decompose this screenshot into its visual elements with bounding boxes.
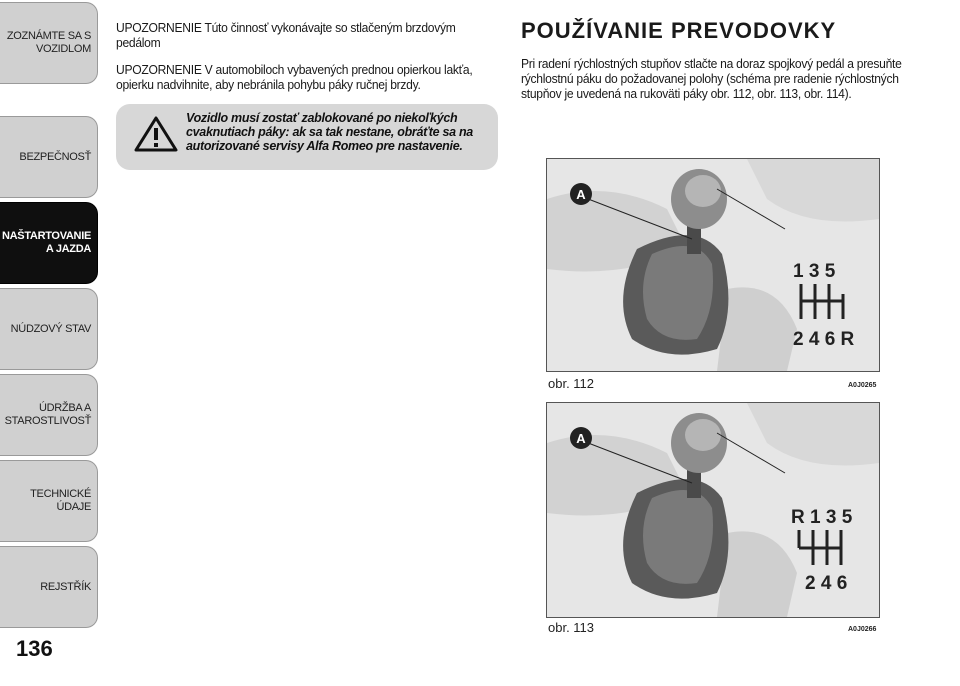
gear-top-row-label: R 1 3 5 bbox=[791, 507, 853, 528]
warning-box bbox=[116, 104, 498, 170]
tab-intro[interactable]: ZOZNÁMTE SA S VOZIDLOM bbox=[0, 2, 98, 84]
tab-index[interactable]: REJSTŘÍK bbox=[0, 546, 98, 628]
gear-top-row-label: 1 3 5 bbox=[793, 261, 836, 282]
tab-emergency[interactable]: NÚDZOVÝ STAV bbox=[0, 288, 98, 370]
tab-starting-driving[interactable]: NAŠTARTOVANIE A JAZDA bbox=[0, 202, 98, 284]
gear-lever-illustration bbox=[547, 159, 879, 371]
caution-paragraph-1: UPOZORNENIE Túto činnosť vykonávajte so stlačeným brzdovým pedálom bbox=[116, 20, 456, 50]
left-column bbox=[116, 20, 500, 170]
caution-paragraph-2: UPOZORNENIE V automobiloch vybavených prednou opierkou lakťa, opierku nadvihnite, aby nebránila pohybu páky ručnej brzdy. bbox=[116, 62, 473, 92]
warning-triangle-icon bbox=[134, 116, 178, 152]
figure-gear-lever-6speed bbox=[546, 158, 880, 372]
callout-a-label: A bbox=[576, 431, 586, 446]
gear-bottom-row-label: 2 4 6 bbox=[805, 573, 848, 594]
warning-text: Vozidlo musí zostať zablokované po niekoľkých cvaknutiach páky: ak sa tak nestane, obráťte sa na autorizované servisy Alfa Romeo pre nastavenie. bbox=[186, 111, 473, 153]
figure-code-113: A0J0266 bbox=[848, 626, 877, 633]
tab-maintenance[interactable]: ÚDRŽBA A STAROSTLIVOSŤ bbox=[0, 374, 98, 456]
section-body: Pri radení rýchlostných stupňov stlačte na doraz spojkový pedál a presuňte rýchlostnú páku do požadovanej polohy (schéma pre radenie rýchlostných stupňov je uvedená na rukoväti páky obr. 112, obr. 113, obr. 114). bbox=[521, 56, 902, 101]
callout-a-label: A bbox=[576, 187, 586, 202]
figure-gear-lever-5speed bbox=[546, 402, 880, 618]
right-column bbox=[521, 18, 921, 101]
figure-caption-112: obr. 112 bbox=[548, 376, 595, 391]
figure-caption-113: obr. 113 bbox=[548, 620, 595, 635]
tab-safety[interactable]: BEZPEČNOSŤ bbox=[0, 116, 98, 198]
section-title: POUŽÍVANIE PREVODOVKY bbox=[521, 18, 837, 43]
gear-bottom-row-label: 2 4 6 R bbox=[793, 329, 855, 350]
page-number: 136 bbox=[16, 636, 53, 661]
tab-technical-data[interactable]: TECHNICKÉ ÚDAJE bbox=[0, 460, 98, 542]
figure-code-112: A0J0265 bbox=[848, 382, 877, 389]
gear-lever-illustration bbox=[547, 403, 879, 617]
